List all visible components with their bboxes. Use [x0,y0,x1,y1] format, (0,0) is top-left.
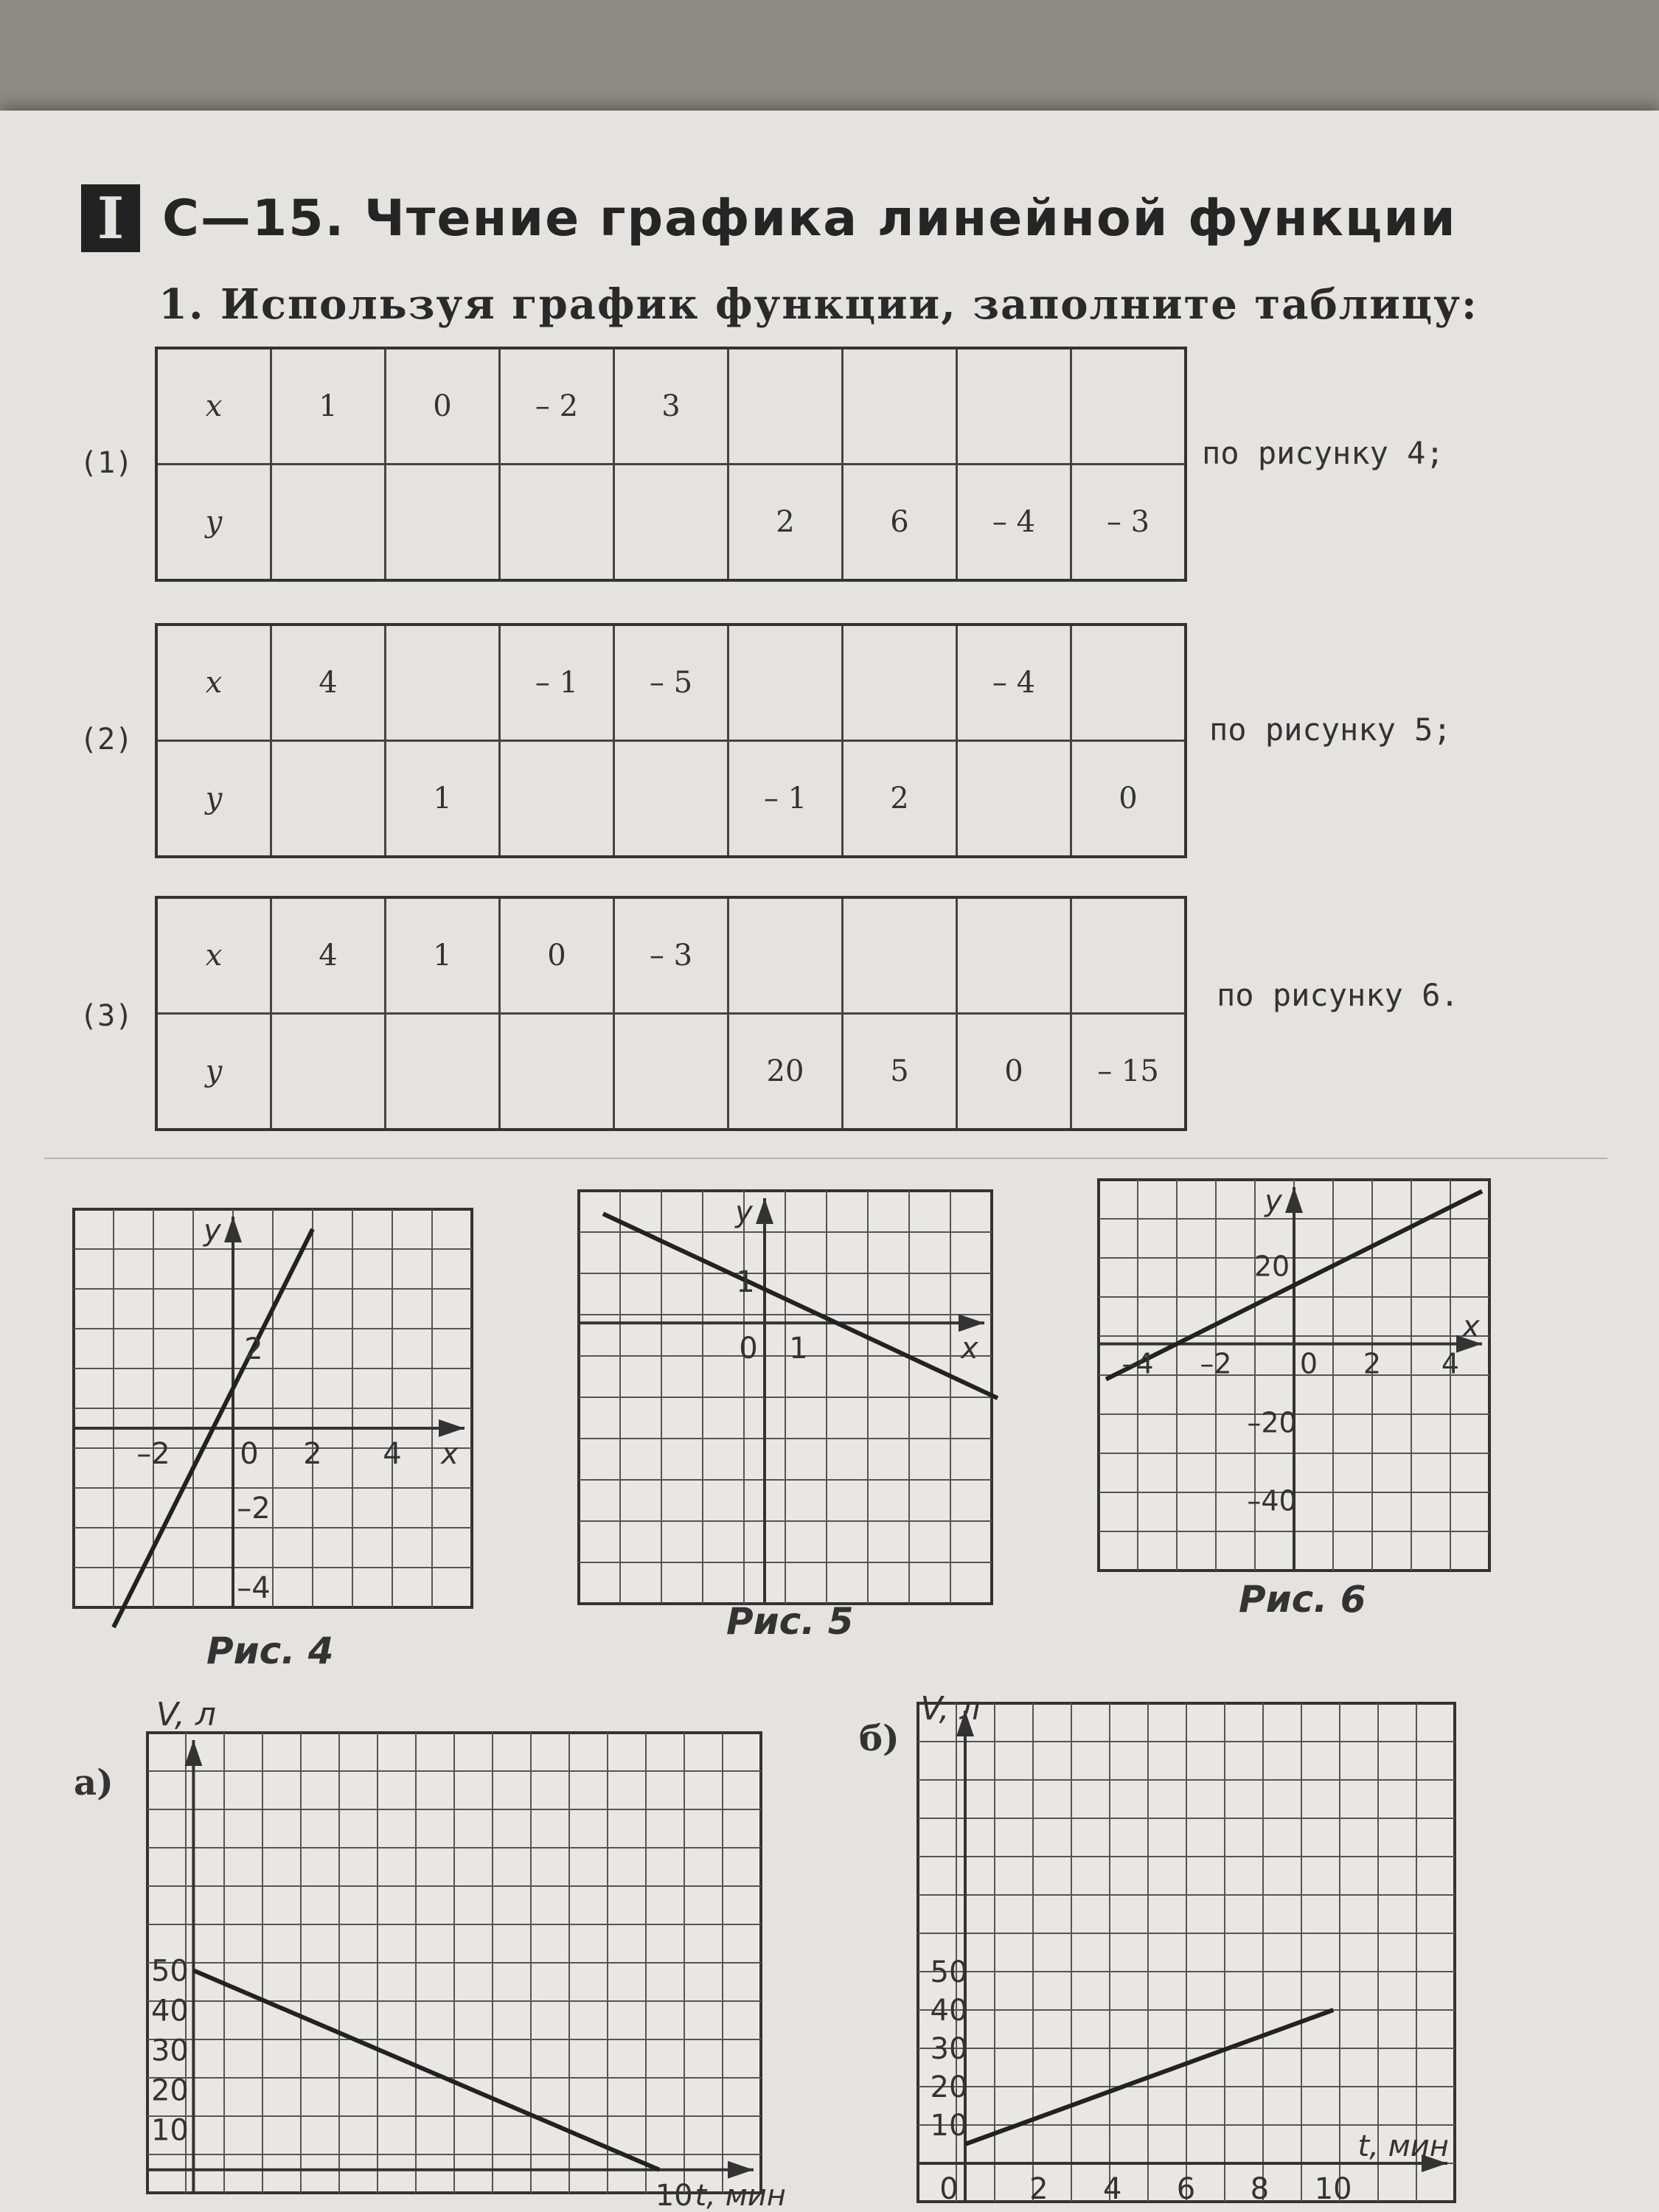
fig6-y-tick-label: –20 [1247,1406,1297,1439]
table-note-2: по рисунку 5; [1209,712,1452,748]
fig5-x-axis-label: x [961,1332,978,1366]
task-statement: 1. Используя график функции, заполните таблицу: [159,280,1478,329]
figB-y-tick-label: 20 [930,2070,968,2104]
fig4-y-tick-label: –2 [237,1492,271,1526]
figA-x-tick-label: 10 [655,2178,693,2212]
fig4-x-tick-label: 4 [383,1437,402,1471]
table-cell-head: x [156,897,271,1014]
table-cell[interactable]: 0 [957,1014,1071,1130]
figB-y-tick-label: 30 [930,2032,968,2066]
fig6-x-axis-label: x [1462,1310,1480,1344]
table-cell[interactable]: 6 [843,465,957,581]
table-cell[interactable]: 1 [386,741,500,858]
figA-y-tick-label: 20 [150,2073,189,2108]
figA-y-tick-label: 50 [150,1954,189,1989]
fig6-x-tick-label: –2 [1200,1347,1232,1380]
figB-x-tick-label: 4 [1102,2172,1122,2206]
subfig-a-letter: а) [74,1762,114,1804]
fig6-x-tick-label: –4 [1121,1347,1154,1380]
table-cell-head: x [156,625,271,741]
caption-fig4: Рис. 4 [206,1630,334,1672]
figB-y-axis-label: V, л [920,1690,981,1728]
fig4-x-tick-label: 0 [240,1437,259,1471]
table-cell[interactable]: – 5 [614,625,728,741]
figB-y-tick-label: 10 [930,2109,968,2143]
caption-fig6: Рис. 6 [1239,1578,1366,1621]
table-cell[interactable]: – 3 [614,897,728,1014]
fig4-y-tick-label: 2 [244,1332,263,1366]
table-cell[interactable]: 20 [728,1014,843,1130]
fig6-x-tick-label: 0 [1299,1347,1318,1380]
caption-fig5: Рис. 5 [726,1600,854,1643]
level-badge: I [81,184,140,252]
figA-y-axis-label: V, л [156,1696,216,1733]
table-cell-head: y [156,465,271,581]
figB-x-axis-label: t, мин [1357,2129,1449,2163]
fig4-x-axis-label: x [441,1437,459,1471]
fig5-y-axis-label: y [735,1195,753,1229]
table-label-2: (2) [80,723,133,757]
fig4-x-tick-label: –2 [136,1437,170,1471]
fig5-y-tick-label: 1 [736,1265,755,1300]
fig5-x-tick-label: 0 [739,1332,758,1366]
figA-y-tick-label: 40 [150,1994,189,2028]
table-cell-head: x [156,348,271,465]
figB-x-tick-label: 8 [1250,2172,1270,2206]
figB-x-tick-label: 2 [1029,2172,1048,2206]
fig5-x-tick-label: 1 [789,1332,808,1366]
table-cell-head: y [156,1014,271,1130]
table-cell[interactable]: 0 [500,897,614,1014]
fig6-y-tick-label: –40 [1247,1484,1297,1517]
fig6-x-tick-label: 2 [1363,1347,1382,1380]
table-cell[interactable]: 0 [386,348,500,465]
table-cell[interactable]: 0 [1071,741,1186,858]
fig6-y-axis-label: y [1265,1184,1282,1218]
figA-x-axis-label: t, мин [695,2178,786,2212]
figB-x-tick-label: 0 [939,2172,959,2206]
table-cell[interactable]: – 15 [1071,1014,1186,1130]
table-cell[interactable]: 1 [386,897,500,1014]
table-cell[interactable]: 5 [843,1014,957,1130]
table-cell[interactable]: – 3 [1071,465,1186,581]
figA-y-tick-label: 10 [150,2113,189,2148]
table-cell[interactable]: – 2 [500,348,614,465]
table-cell[interactable]: 3 [614,348,728,465]
fig4-y-tick-label: –4 [237,1571,271,1605]
table-cell[interactable]: 4 [271,625,386,741]
figB-x-tick-label: 6 [1176,2172,1196,2206]
table-label-3: (3) [80,999,133,1033]
figB-y-tick-label: 40 [930,1994,968,2028]
fig6-y-tick-label: 20 [1253,1250,1290,1283]
table-cell[interactable]: 2 [728,465,843,581]
figB-x-tick-label: 10 [1314,2172,1352,2206]
table-cell[interactable]: 1 [271,348,386,465]
table-cell[interactable]: – 4 [957,625,1071,741]
table-cell[interactable]: – 1 [728,741,843,858]
table-note-3: по рисунку 6. [1217,977,1459,1013]
fig4-y-axis-label: y [204,1214,221,1248]
subfig-b-letter: б) [859,1718,900,1759]
fig6-x-tick-label: 4 [1441,1347,1460,1380]
figA-y-tick-label: 30 [150,2034,189,2068]
table-cell-head: y [156,741,271,858]
fig4-x-tick-label: 2 [303,1437,322,1471]
figB-y-tick-label: 50 [930,1955,968,1989]
table-cell[interactable]: – 1 [500,625,614,741]
section-title: С—15. Чтение графика линейной функции [162,189,1457,248]
table-label-1: (1) [80,446,133,480]
table-cell[interactable]: – 4 [957,465,1071,581]
table-note-1: по рисунку 4; [1202,435,1444,471]
table-cell[interactable]: 2 [843,741,957,858]
table-cell[interactable]: 4 [271,897,386,1014]
